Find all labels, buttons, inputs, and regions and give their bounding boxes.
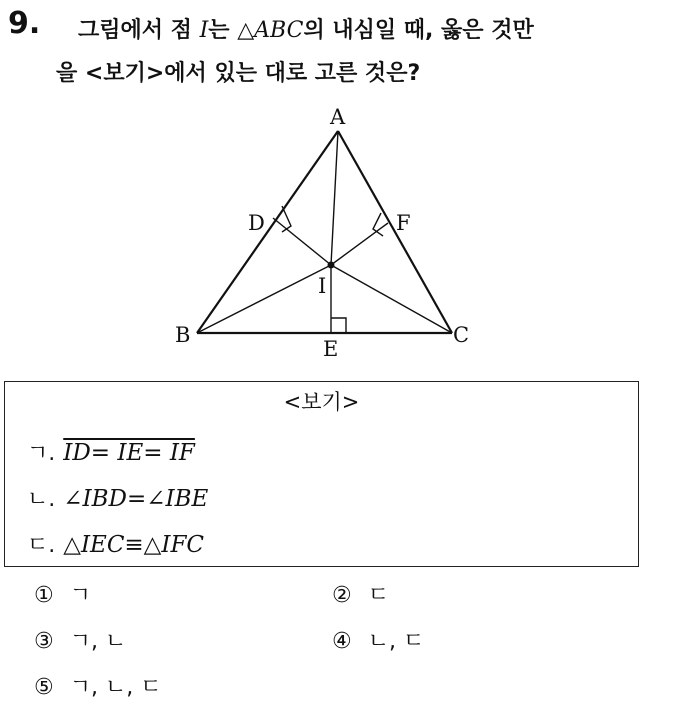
choice-number: ① [34,583,54,608]
bogi-mark: ㄴ. [27,487,56,512]
choice-text: ㄱ, ㄴ [69,629,127,654]
bogi-statement: △IEC≡△IFC [63,532,205,558]
choice-number: ③ [34,629,54,654]
label-b: B [175,323,191,347]
segment-id [273,218,331,265]
right-angle-e [331,318,346,333]
bogi-statement: ∠IBD=∠IBE [63,486,209,512]
bisector-b [197,265,331,333]
choice-text: ㄴ, ㄷ [367,629,425,654]
label-c: C [453,323,470,347]
label-i: I [318,274,327,298]
choice-text: ㄱ [69,583,91,608]
bogi-title: <보기> [283,390,360,414]
question-line-2: 을 <보기>에서 있는 대로 고른 것은? [56,61,421,86]
choice-number: ② [332,583,352,608]
label-e: E [323,337,339,361]
bisector-a [331,131,338,265]
choice-4[interactable] [332,624,424,655]
choice-2[interactable] [332,578,389,609]
choice-1[interactable] [34,578,91,609]
question-text-pre: 그림에서 점 [78,18,200,43]
triangle-name: △ABC [237,18,304,43]
bogi-item-1 [27,436,195,467]
bogi-item-3 [27,528,204,559]
question-text-post: 의 내심일 때, 옳은 것만 [303,18,534,43]
question-number: 9. [8,6,41,41]
bogi-mark: ㄱ. [27,441,56,466]
choice-text: ㄷ [367,583,389,608]
bogi-item-2 [27,482,208,513]
side-ab [197,131,338,333]
choice-number: ④ [332,629,352,654]
label-a: A [330,105,346,129]
bogi-mark: ㄷ. [27,533,56,558]
choice-5[interactable] [34,670,161,701]
label-f: F [396,211,411,235]
incenter-point [328,262,335,269]
choice-text: ㄱ, ㄴ, ㄷ [69,675,162,700]
choice-number: ⑤ [34,675,54,700]
segment-if [331,223,388,265]
question-text-mid: 는 [208,18,238,43]
bogi-statement: ID= IE= IF [63,440,195,466]
label-d: D [248,211,265,235]
bogi-box [4,381,639,567]
choice-3[interactable] [34,624,126,655]
incenter-variable: I [199,18,209,43]
side-ac [338,131,452,333]
